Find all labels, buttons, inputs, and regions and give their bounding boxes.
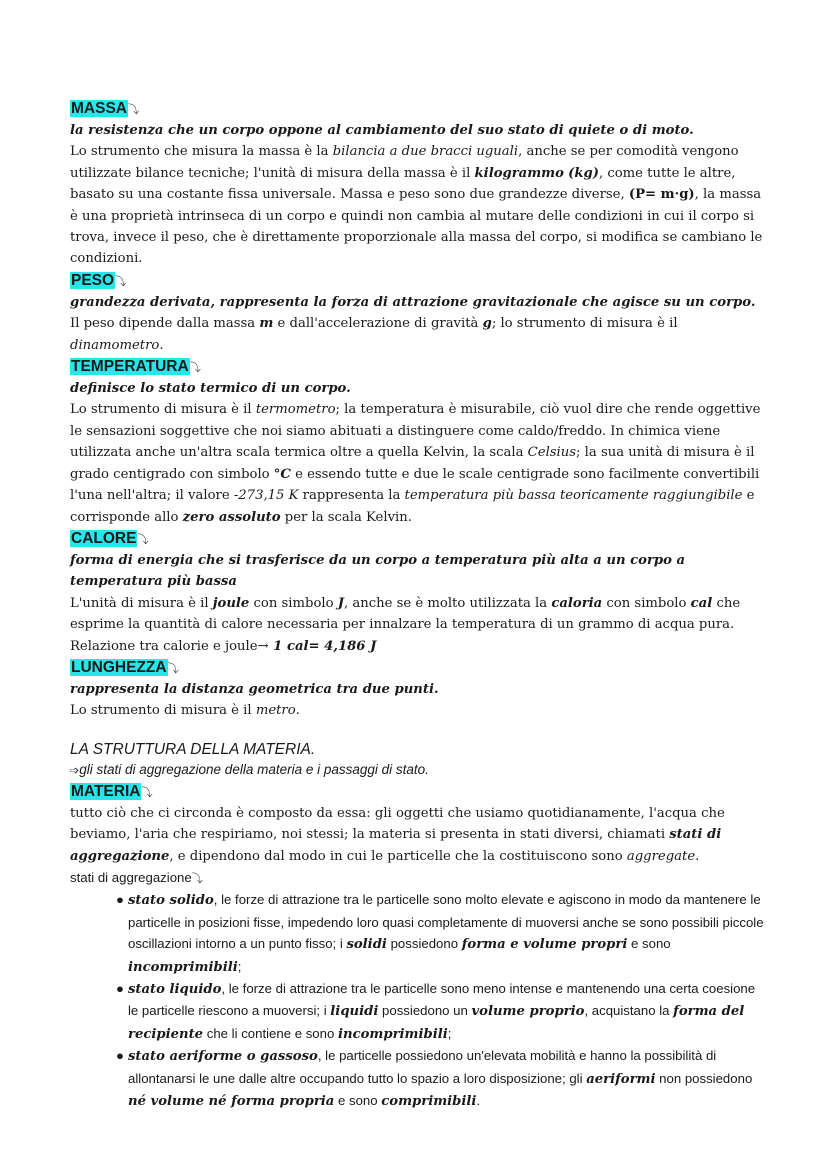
bullet-icon: ● (116, 1048, 124, 1064)
text: ; la sua unità di misura è il grado centigrado con simbolo (70, 445, 755, 482)
text: possiedono un (378, 1003, 472, 1019)
text: ; (447, 1025, 452, 1041)
text: . (695, 848, 700, 864)
arrow-down-icon: ⤵ (137, 532, 149, 546)
text-strong: °C (273, 466, 291, 482)
heading-peso-text: PESO (71, 271, 115, 289)
calore-paragraph (70, 593, 766, 657)
peso-definition-text: grandezza derivata, rappresenta la forza di attrazione gravitazionale che agisce su un corpo (70, 294, 751, 310)
arrow-right-icon: ➩ (70, 763, 80, 777)
bullet-icon: ● (116, 981, 124, 996)
arrow-down-icon: ⤵ (141, 785, 153, 799)
heading-lunghezza-text: LUNGHEZZA (71, 658, 167, 676)
text: , acquistano la (584, 1003, 674, 1019)
text: e sono (627, 936, 671, 952)
text: rappresenta la (298, 488, 405, 504)
bullet-icon: ● (116, 892, 124, 908)
list-item-liquido (116, 978, 766, 1045)
text: ; (237, 958, 242, 974)
heading-materia-text: MATERIA (71, 782, 141, 800)
materia-paragraph (70, 803, 766, 867)
text: Lo strumento di misura è il (70, 703, 256, 719)
text: possiedono (386, 936, 462, 952)
massa-definition: la resistenza che un corpo oppone al cambiamento del suo stato di quiete o di moto. (70, 123, 694, 138)
text-strong: joule (212, 595, 250, 611)
text: , le forze di attrazione tra le particelle sono meno intense e mantenendo una certa coesione le particelle riescono a muoversi; i (128, 981, 756, 1019)
calorie-relation: 1 cal= 4,186 J (268, 638, 377, 654)
heading-temperatura-text: TEMPERATURA (71, 358, 189, 376)
text: non possiedono (655, 1070, 753, 1086)
text-em: metro (255, 703, 296, 719)
peso-paragraph: Il peso dipende dalla massa m e dall'accelerazione di gravità g; lo strumento di misura è il dinamometro. (70, 316, 678, 353)
text: L'unità di misura è il (70, 595, 213, 611)
text: , anche se è molto utilizzata la (344, 595, 552, 611)
text: che li contiene e sono (203, 1025, 338, 1041)
massa-paragraph (70, 141, 766, 269)
text-strong: né volume né forma propria (128, 1094, 335, 1110)
text: e sono (334, 1093, 382, 1109)
text-strong: comprimibili (381, 1094, 477, 1110)
text: . (476, 1093, 481, 1109)
states-list (70, 889, 766, 1112)
text: che esprime la quantità di calore necessaria per innalzare la temperatura di un grammo di acqua pura. Relazione tra calorie e joule (70, 595, 741, 654)
massa-definition-text: la resistenza che un corpo oppone al cambiamento del suo stato di quiete o di moto (70, 123, 690, 138)
heading-calore-text: CALORE (71, 529, 137, 547)
text: ; lo strumento di misura è il (491, 316, 678, 332)
heading-lunghezza (70, 657, 766, 679)
text: , come tutte le altre, basato su una costante fissa universale. Massa e peso sono due grandezze diverse, (70, 165, 736, 203)
heading-massa-text: MASSA (71, 100, 127, 117)
text-strong: J (337, 595, 345, 611)
list-item-solido (116, 889, 766, 978)
text-strong: cal (690, 595, 713, 611)
temperatura-definition: definisce lo stato termico di un corpo. (70, 381, 351, 397)
text-em: bilancia a due bracci uguali (332, 144, 519, 160)
arrow-down-icon: ⤵ (167, 661, 179, 675)
text-em: dinamometro (70, 337, 160, 353)
text: Il peso dipende dalla massa (70, 316, 260, 332)
text: , le forze di attrazione tra le particelle sono molto elevate e agiscono in modo da mantenere le particelle in posizioni fisse, impedendo loro quasi completamente di muoversi anche se sono possibili piccole oscillazioni intorno a un punto fisso; i (128, 892, 764, 952)
text-strong: (kg) (568, 165, 599, 181)
text: , e dipendono dal modo in cui le particelle che la costituiscono sono (169, 848, 627, 864)
text-strong: caloria (551, 595, 603, 611)
lunghezza-definition: rappresenta la distanza geometrica tra due punti. (70, 681, 439, 697)
text-strong: m (259, 316, 274, 332)
text: e corrisponde allo (70, 488, 755, 525)
text: ; la temperatura è misurabile, ciò vuol dire che rende oggettive le sensazioni soggettive che noi siamo abituati a distinguere come caldo/freddo. In chimica viene utilizzata anche un'altra scala termica oltre a quella Kelvin, la scala (70, 402, 761, 461)
temperatura-definition-text: definisce lo stato termico di un corpo (70, 381, 347, 397)
text-strong: zero assoluto (182, 509, 281, 525)
heading-temperatura (70, 356, 766, 378)
text-em: aggregate (626, 848, 696, 864)
text-em: Celsius (527, 445, 577, 461)
section-subtitle (70, 760, 766, 781)
text: Lo strumento di misura è il (70, 402, 256, 418)
text-strong: stato solido (128, 893, 214, 909)
section-subtitle-text: gli stati di aggregazione della materia e i passaggi di stato. (79, 761, 429, 777)
arrow-down-icon: ⤵ (115, 274, 127, 288)
text: , anche se per comodità vengono utilizzate bilance tecniche; l'unità di misura della massa è il (70, 144, 739, 181)
list-item-aeriforme (116, 1045, 766, 1112)
text-strong: incomprimibili (128, 959, 238, 975)
text: per la scala Kelvin. (280, 509, 412, 525)
text: Lo strumento che misura la massa è la (70, 144, 333, 160)
formula: (P= m·g) (628, 187, 695, 203)
arrow-right-icon: → (257, 638, 269, 654)
states-list-label (70, 867, 766, 889)
spacer (70, 722, 766, 740)
peso-definition: grandezza derivata, rappresenta la forza di attrazione gravitazionale che agisce su un corpo. (70, 294, 756, 310)
text-strong: solidi (346, 937, 387, 953)
temperatura-paragraph (70, 399, 766, 527)
text-strong: stato aeriforme o gassoso (128, 1049, 318, 1065)
arrow-down-icon: ⤵ (127, 103, 139, 116)
text-em: temperatura più bassa teoricamente raggiungibile (404, 488, 743, 504)
heading-materia (70, 781, 766, 803)
text-strong: forma e volume propri (461, 937, 628, 953)
text-strong: liquidi (330, 1004, 379, 1020)
text: tutto ciò che ci circonda è composto da essa: gli oggetti che usiamo quotidianamente, l'acqua che beviamo, l'aria che respiriamo, noi stessi; la materia si presenta in stati diversi, chiamati (70, 805, 725, 843)
lunghezza-paragraph: Lo strumento di misura è il metro. (70, 703, 300, 719)
text-strong: g (482, 316, 492, 332)
text-em: -273,15 K (233, 488, 299, 504)
text: e dall'accelerazione di gravità (273, 316, 483, 332)
text: con simbolo (602, 595, 691, 611)
text: e essendo tutte e due le scale centigrade sono facilmente convertibili l'una nell'altra; il valore (70, 466, 760, 504)
calore-definition: forma di energia che si trasferisce da un corpo a temperatura più alta a un corpo a temperatura più bassa (70, 552, 686, 590)
text-strong: incomprimibili (337, 1026, 448, 1042)
text: , le particelle possiedono un'elevata mobilità e hanno la possibilità di allontanarsi le une dalle altre occupando tutto lo spazio a loro disposizione; gli (128, 1048, 717, 1086)
text-strong: aeriformi (586, 1071, 656, 1087)
section-title: LA STRUTTURA DELLA MATERIA. (70, 740, 316, 758)
lunghezza-definition-text: rappresenta la distanza geometrica tra due punti (70, 681, 434, 697)
text-strong: forma del recipiente (128, 1004, 745, 1042)
text: , la massa è una proprietà intrinseca di un corpo e quindi non cambia al mutare delle condizioni in cui il corpo si trova, invece il peso, che è direttamente proporzionale alla massa del corpo, si modifica se cambiano le condizioni. (70, 187, 763, 267)
heading-massa (70, 98, 766, 120)
text-strong: kilogrammo (474, 165, 564, 181)
heading-peso (70, 270, 766, 292)
text-strong: stato liquido (128, 982, 222, 997)
arrow-down-icon: ⤵ (191, 871, 203, 885)
states-list-label-text: stati di aggregazione (70, 869, 192, 885)
arrow-down-icon: ⤵ (189, 361, 201, 375)
heading-calore (70, 528, 766, 550)
text: con simbolo (249, 595, 338, 611)
text-em: termometro (255, 402, 336, 418)
text-strong: stati di aggregazione (70, 827, 722, 864)
text-strong: volume proprio (471, 1004, 585, 1020)
